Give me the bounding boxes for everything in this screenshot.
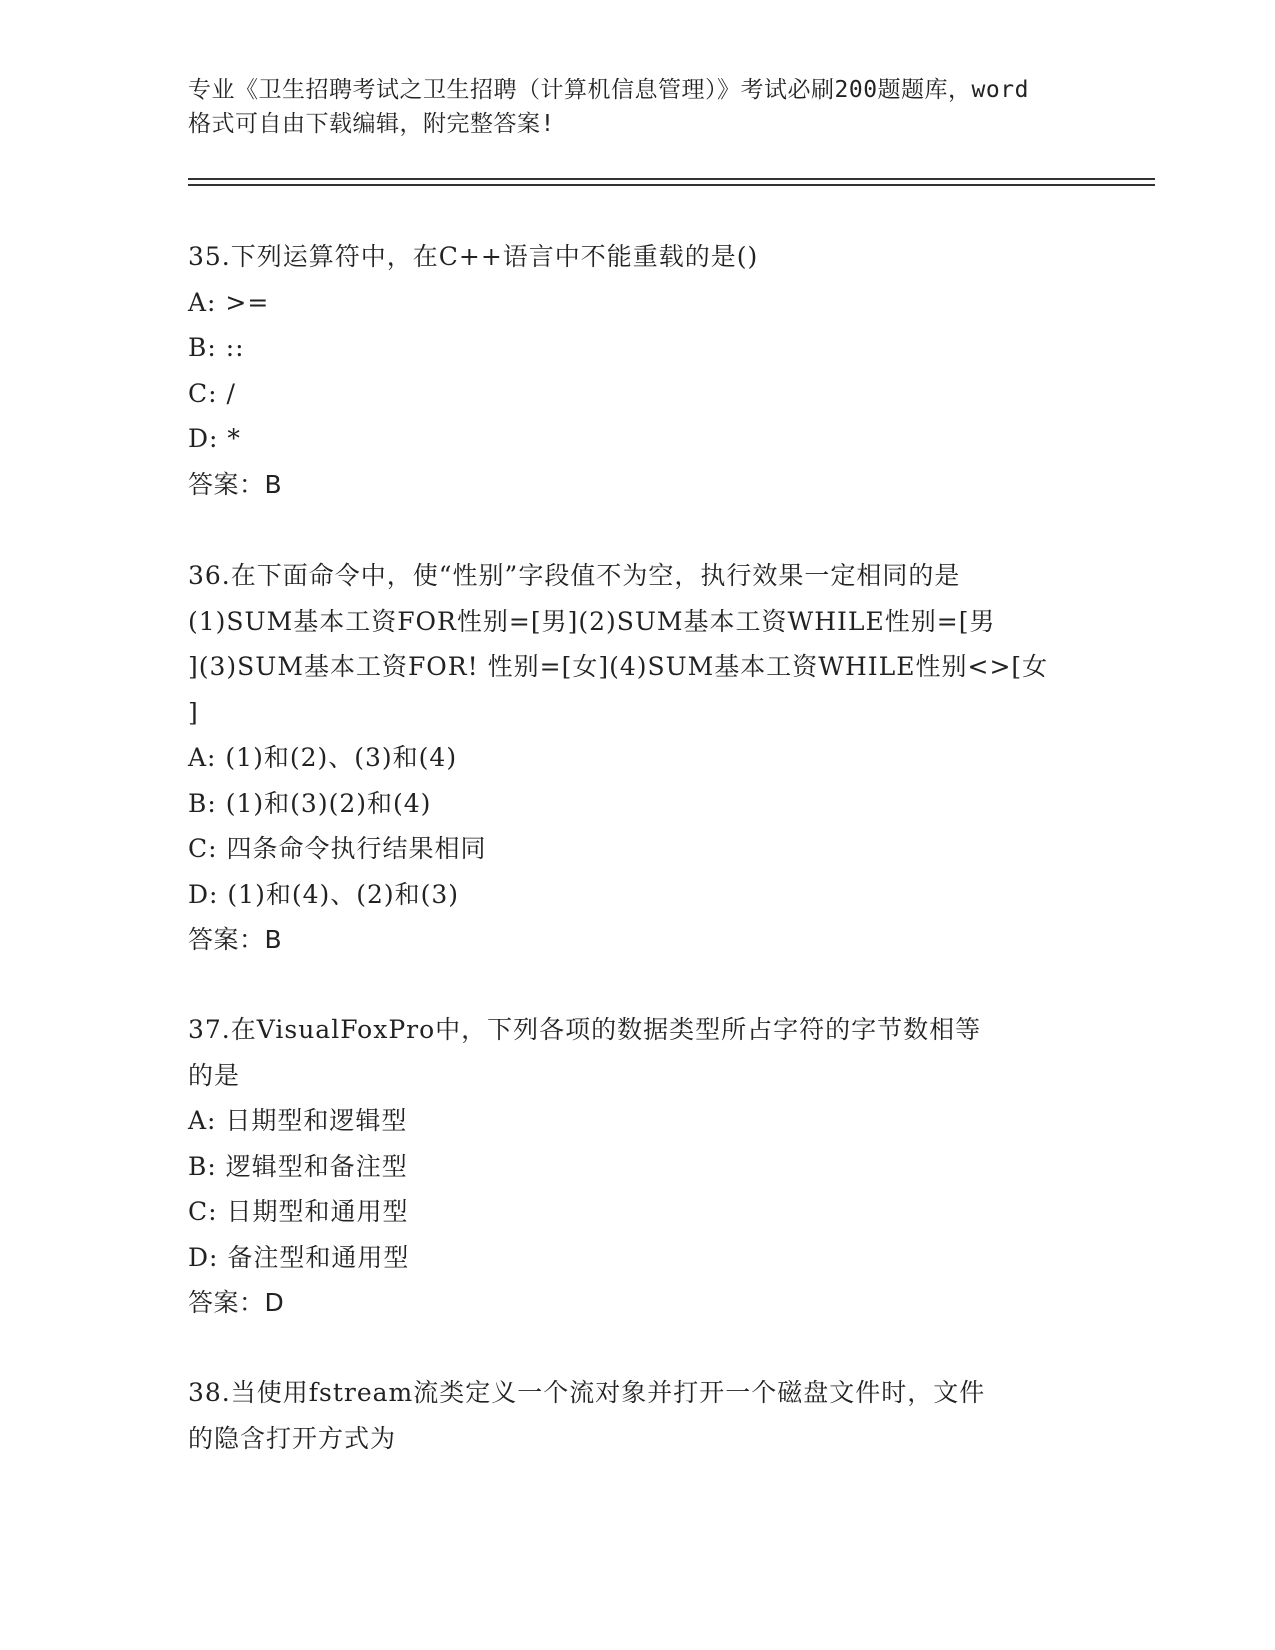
question-stem-line: 的是 [188,1060,241,1090]
question-stem-line: 36.在下面命令中，使“性别”字段值不为空，执行效果一定相同的是 [188,561,961,590]
question-stem-line: ](3)SUM基本工资FOR! 性别=[女](4)SUM基本工资WHILE性别<>[女 [188,652,1049,681]
option-a: A: 日期型和逻辑型 [188,1106,408,1135]
option-c: C: 日期型和通用型 [188,1197,409,1226]
option-d: D: * [188,424,241,453]
question-35 [188,234,1088,507]
question-38 [188,1370,1088,1461]
option-b: B: (1)和(3)(2)和(4) [188,788,432,818]
option-d: D: (1)和(4)、(2)和(3) [188,879,460,909]
question-stem-line: 的隐含打开方式为 [188,1423,397,1453]
question-36 [188,553,1088,963]
document-header [188,73,1088,141]
question-stem-line: 35.下列运算符中，在C++语言中不能重载的是() [188,242,759,271]
question-37 [188,1007,1088,1326]
option-d: D: 备注型和通用型 [188,1242,410,1272]
option-c: C: / [188,378,236,408]
header-divider-top [188,178,1155,180]
question-stem-line: (1)SUM基本工资FOR性别=[男](2)SUM基本工资WHILE性别=[男 [188,606,996,636]
question-stem-line: 37.在VisualFoxPro中，下列各项的数据类型所占字符的字节数相等 [188,1015,982,1044]
question-stem-line: 38.当使用fstream流类定义一个流对象并打开一个磁盘文件时，文件 [188,1378,986,1407]
option-a: A: >= [188,287,270,317]
header-line-1: 专业《卫生招聘考试之卫生招聘（计算机信息管理）》考试必刷200题题库，word [188,77,1029,103]
answer-line: 答案：B [188,925,283,954]
answer-line: 答案：D [188,1288,285,1317]
header-divider-bottom [188,184,1155,186]
answer-line: 答案：B [188,469,283,499]
option-b: B: 逻辑型和备注型 [188,1151,408,1181]
option-c: C: 四条命令执行结果相同 [188,834,487,863]
header-line-2: 格式可自由下载编辑，附完整答案! [188,111,555,137]
option-b: B: :: [188,333,245,362]
question-stem-line: ] [188,697,199,727]
option-a: A: (1)和(2)、(3)和(4) [188,743,458,772]
